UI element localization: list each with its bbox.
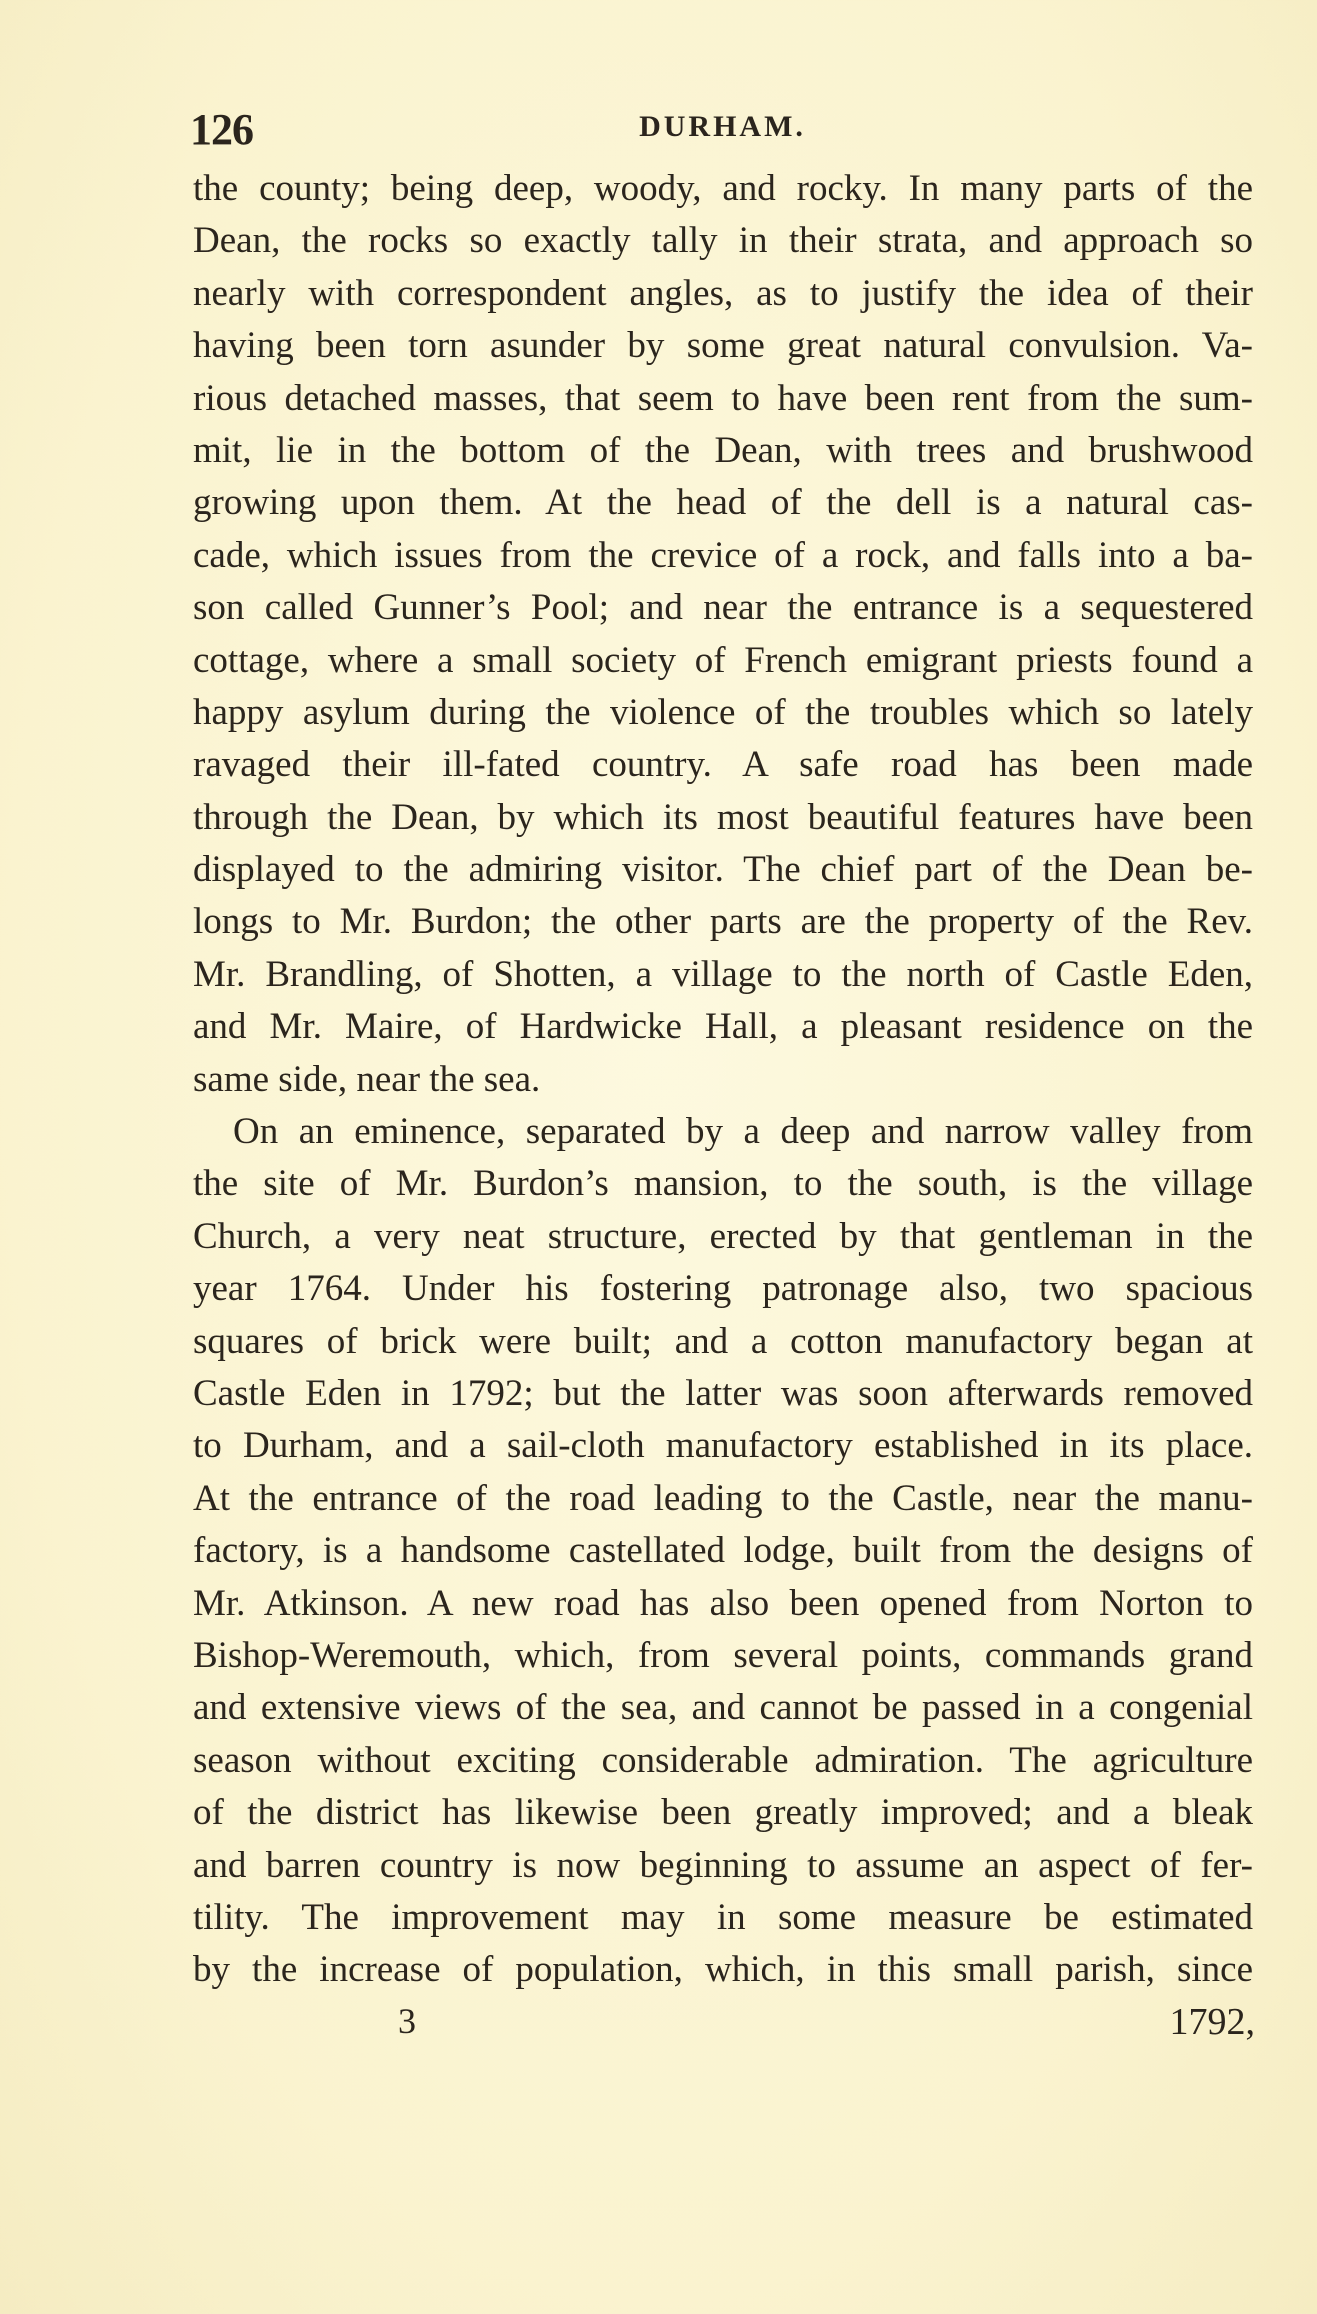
text-line: by the increase of population, which, in this small parish, since xyxy=(193,1949,1253,1991)
text-line: season without exciting considerable admiration. The agriculture xyxy=(193,1739,1253,1781)
text-line: displayed to the admiring visitor. The chief part of the Dean be- xyxy=(193,849,1253,891)
text-line: to Durham, and a sail-cloth manufactory established in its place. xyxy=(193,1425,1253,1467)
text-line: through the Dean, by which its most beautiful features have been xyxy=(193,796,1253,838)
running-head: DURHAM. xyxy=(639,110,806,143)
text-line: Mr. Brandling, of Shotten, a village to the north of Castle Eden, xyxy=(193,953,1253,995)
text-line: rious detached masses, that seem to have been rent from the sum- xyxy=(193,377,1253,419)
signature-mark: 3 xyxy=(398,2001,416,2041)
text-line: the site of Mr. Burdon’s mansion, to the south, is the village xyxy=(193,1163,1253,1205)
text-line: Castle Eden in 1792; but the latter was soon afterwards removed xyxy=(193,1372,1253,1414)
text-line: At the entrance of the road leading to the Castle, near the manu- xyxy=(193,1477,1253,1519)
page-number: 126 xyxy=(190,105,253,154)
text-line: of the district has likewise been greatly improved; and a bleak xyxy=(193,1792,1253,1834)
text-line: mit, lie in the bottom of the Dean, with trees and brushwood xyxy=(193,429,1253,471)
text-line: Bishop-Weremouth, which, from several points, commands grand xyxy=(193,1634,1253,1676)
text-line: happy asylum during the violence of the troubles which so lately xyxy=(193,691,1253,733)
text-line: longs to Mr. Burdon; the other parts are the property of the Rev. xyxy=(193,901,1253,943)
text-line: Mr. Atkinson. A new road has also been opened from Norton to xyxy=(193,1582,1253,1624)
text-line: Church, a very neat structure, erected by that gentleman in the xyxy=(193,1215,1253,1257)
text-line: having been torn asunder by some great natural convulsion. Va- xyxy=(193,325,1253,367)
text-line: growing upon them. At the head of the dell is a natural cas- xyxy=(193,482,1253,524)
text-line: son called Gunner’s Pool; and near the entrance is a sequestered xyxy=(193,587,1253,629)
text-line: cade, which issues from the crevice of a rock, and falls into a ba- xyxy=(193,534,1253,576)
text-line: squares of brick were built; and a cotton manufactory began at xyxy=(193,1320,1253,1362)
text-line: ravaged their ill-fated country. A safe road has been made xyxy=(193,744,1253,786)
text-line: Dean, the rocks so exactly tally in their strata, and approach so xyxy=(193,220,1253,262)
text-line: nearly with correspondent angles, as to justify the idea of their xyxy=(193,272,1253,314)
text-line: factory, is a handsome castellated lodge, built from the designs of xyxy=(193,1530,1253,1572)
text-line: and barren country is now beginning to assume an aspect of fer- xyxy=(193,1844,1253,1886)
text-line: and extensive views of the sea, and cannot be passed in a congenial xyxy=(193,1687,1253,1729)
text-line: tility. The improvement may in some measure be estimated xyxy=(193,1896,1253,1938)
text-line: the county; being deep, woody, and rocky. In many parts of the xyxy=(193,168,1253,209)
catchword: 1792, xyxy=(1169,2001,1255,2043)
text-line: year 1764. Under his fostering patronage also, two spacious xyxy=(193,1268,1253,1310)
text-line: cottage, where a small society of French emigrant priests found a xyxy=(193,639,1253,681)
text-line: same side, near the sea. xyxy=(193,1058,541,1100)
text-line: and Mr. Maire, of Hardwicke Hall, a pleasant residence on the xyxy=(193,1006,1253,1048)
text-line: On an eminence, separated by a deep and narrow valley from xyxy=(233,1111,1253,1153)
body-text xyxy=(193,163,1253,1997)
